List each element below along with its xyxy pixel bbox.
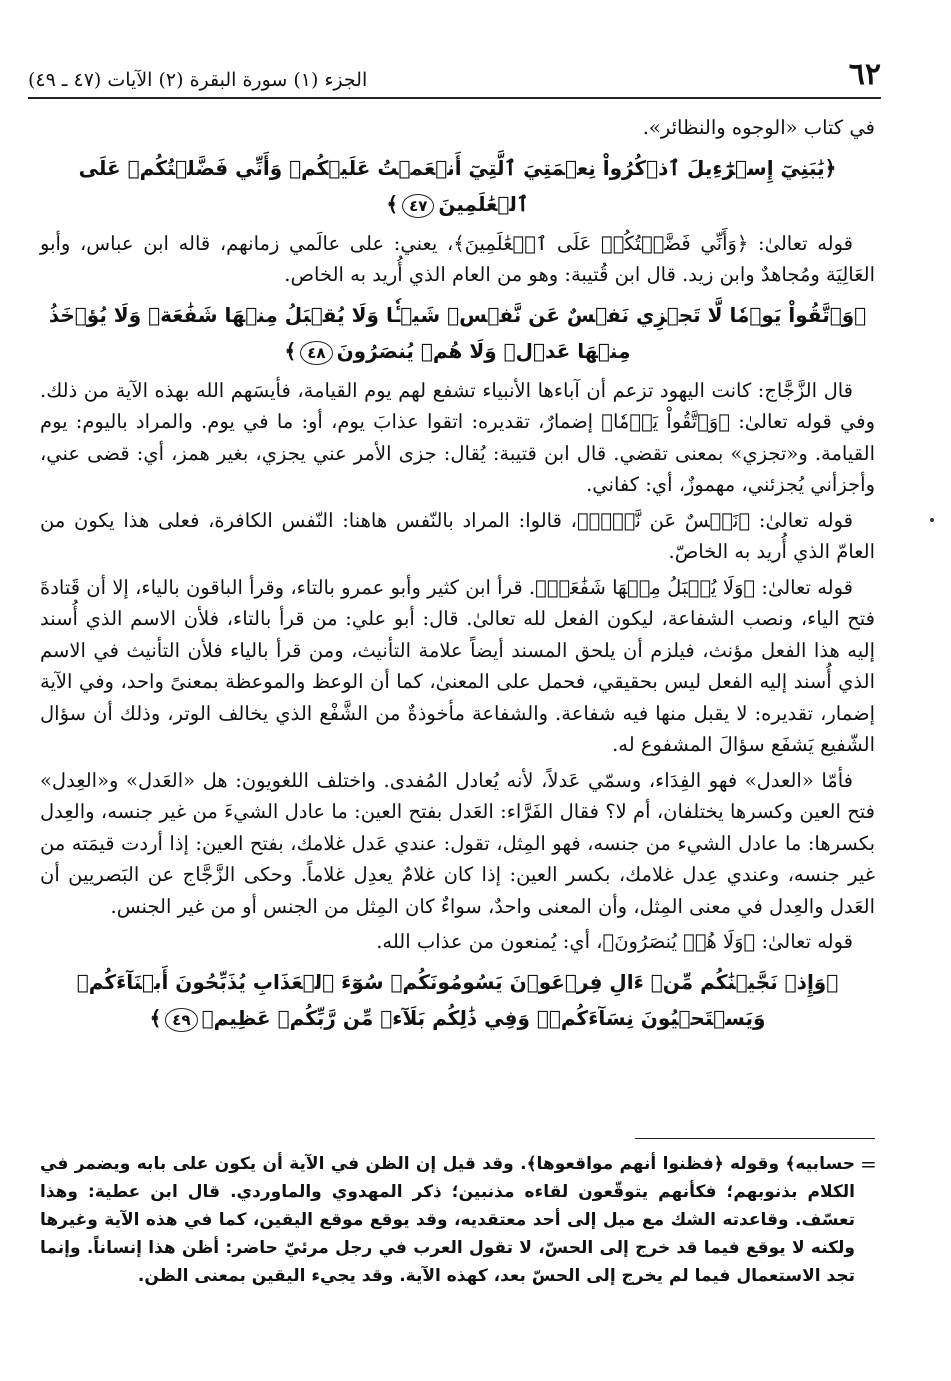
commentary-paragraph: قال الزَّجَّاج: كانت اليهود تزعم أن آباءها الأنبياء تشفع لهم يوم القيامة، فأيسَهم الله بهذه الآية من ذلك. وفي قوله تعالىٰ: ﴿وَٱتَّقُواْ يَوۡمٗا﴾ إضمارٌ، تقديره: اتقوا عذابَ يوم، أو: ما في يوم. والمراد باليوم: يوم القيامة. و«تجزي» بمعنى تقضي. قال ابن قتيبة: يُقال: جزى الأمر عني يجزي، بغير همز، أي: قضى عني، وأجزأني يُجزئني، مهموزٌ، أي: كفاني. <box>40 378 875 496</box>
page-header <box>28 55 881 99</box>
commentary-paragraph: فأمّا «العدل» فهو الفِدَاء، وسمّي عَدلاً، لأنه يُعادل المُفدى. واختلف اللغويون: هل «العَدل» و«العِدل» فتح العين وكسرها يختلفان، أم لا؟ فقال الفَرَّاء: العَدل بفتح العين: ما عادل الشيءَ من غير جنسه، والعِدل بكسرها: ما عادل الشيء من جنسه، فهو المِثل، تقول: عندي عَدل غلامك، بفتح العين: إذا أردت قيمَته من غير جنسه، وعندي عِدل غلامك، بكسر العين: إذا كان غلامٌ يعدِل غلاماً. وحكى الزَّجَّاج عن البَصريين أن العَدل والعِدل في معنى المِثل، وأن المعنى واحدٌ، سواءٌ كان المِثل من الجنس أو من غير الجنس. <box>40 768 875 918</box>
running-head: الجزء (١) سورة البقرة (٢) الآيات (٤٧ ـ ٤٩) <box>28 69 368 91</box>
verse-text: ﴿يَٰبَنِيٓ إِسۡرَٰٓءِيلَ ٱذۡكُرُواْ نِعۡمَتِيَ ٱلَّتِيٓ أَنۡعَمۡتُ عَلَيۡكُمۡ وَأَنِّي فَضَّلۡتُكُمۡ عَلَى ٱلۡعَٰلَمِينَ <box>78 155 837 216</box>
verse-close-bracket: ﴾ <box>386 191 399 216</box>
verse-number: ٤٧ <box>402 194 434 218</box>
verse-close-bracket: ﴾ <box>284 338 297 363</box>
verse-text: ﴿وَإِذۡ نَجَّيۡنَٰكُم مِّنۡ ءَالِ فِرۡعَوۡنَ يَسُومُونَكُمۡ سُوٓءَ ٱلۡعَذَابِ يُذَبِّحُونَ أَبۡنَآءَكُمۡ وَيَسۡتَحۡيُونَ نِسَآءَكُمۡۚ وَفِي ذَٰلِكُم بَلَآءٞ مِّن رَّبِّكُمۡ عَظِيمٞ <box>76 969 839 1030</box>
footnote-text: حسابيه﴾ وقوله ﴿فظنوا أنهم مواقعوها﴾. وقد قيل إن الظن في الآية أن يكون على بابه ويضمر في الكلام بذنوبهم؛ فكأنهم يتوقّعون لقاءه مذنبين؛ ذكر المهدوي والماوردي. قال ابن عطية: وهذا تعسّف. وقاعدته الشك مع ميل إلى أحد معتقديه، وقد يوقع موقع اليقين، كما في هذه الآية وغيرها ولكنه لا يوقع فيما قد خرج إلى الحسّ، لا تقول العرب في رجل مرئيّ حاضر: أظن هذا إنساناً. وإنما تجد الاستعمال فيما لم يخرج إلى الحسّ بعد، كهذه الآية. وقد يجيء اليقين بمعنى الظن. <box>40 1154 855 1286</box>
verse-close-bracket: ﴾ <box>149 1005 162 1030</box>
main-text <box>40 112 875 1042</box>
commentary-paragraph: قوله تعالىٰ: ﴿نَفۡسٌ عَن نَّفۡسٖ﴾، قالوا: المراد بالنّفس هاهنا: النّفس الكافرة، فعلى هذا يكون من العامّ الذي أُريد به الخاصّ. <box>40 508 875 563</box>
quran-verse <box>40 150 875 222</box>
footnote-continuation-mark: = <box>860 1152 877 1176</box>
quran-verse <box>40 297 875 369</box>
footnote-separator <box>635 1138 875 1139</box>
commentary-paragraph: قوله تعالىٰ: ﴿وَأَنِّي فَضَّلۡتُكُمۡ عَلَى ٱلۡعَٰلَمِينَ﴾، يعني: على عالَمي زمانهم، قاله ابن عباس، وأبو العَالِيَة ومُجاهدٌ وابن زيد. قال ابن قُتيبة: وهو من العام الذي أُريد به الخاص. <box>40 231 875 286</box>
commentary-paragraph: قوله تعالىٰ: ﴿وَلَا يُقۡبَلُ مِنۡهَا شَفَٰعَةٞ﴾. قرأ ابن كثير وأبو عمرو بالتاء، وقرأ الباقون بالياء، إلا أن قَتادةَ فتح الياء، ونصب الشفاعة، ليكون الفعل لله تعالىٰ. قال: أبو علي: من قرأ بالتاء، فلأن الاسم الذي أُسند إليه هذا الفعل مؤنث، فيلزم أن يلحق المسند أيضاً علامة التأنيث، ومن قرأ بالياء فلأن التأنيث في الاسم الذي أُسند إليه الفعل ليس بحقيقي، فحمل على المعنىٰ، كما أن الوعظ والموعظة بمعنىً واحد، وفي الآية إضمار، تقديره: لا يقبل منها فيه شفاعة. والشفاعة مأخوذةٌ من الشَّفْع الذي يخالف الوتر، وذلك أن سؤال الشّفيع يَشفَع سؤالَ المشفوع له. <box>40 575 875 756</box>
footnotes <box>40 1150 855 1290</box>
margin-dot <box>930 518 934 522</box>
quran-verse <box>40 964 875 1036</box>
commentary-paragraph: في كتاب «الوجوه والنظائر». <box>642 116 875 139</box>
verse-text: ﴿وَٱتَّقُواْ يَوۡمٗا لَّا تَجۡزِي نَفۡسٌ عَن نَّفۡسٖ شَيۡـٔٗا وَلَا يُقۡبَلُ مِنۡهَا شَفَٰعَةٞ وَلَا يُؤۡخَذُ مِنۡهَا عَدۡلٞ وَلَا هُمۡ يُنصَرُونَ <box>48 302 867 363</box>
verse-number: ٤٨ <box>300 341 332 365</box>
page-number: ٦٢ <box>848 57 881 92</box>
verse-number: ٤٩ <box>165 1008 197 1032</box>
commentary-paragraph: قوله تعالىٰ: ﴿وَلَا هُمۡ يُنصَرُونَ﴾، أي: يُمنعون من عذاب الله. <box>376 930 853 953</box>
